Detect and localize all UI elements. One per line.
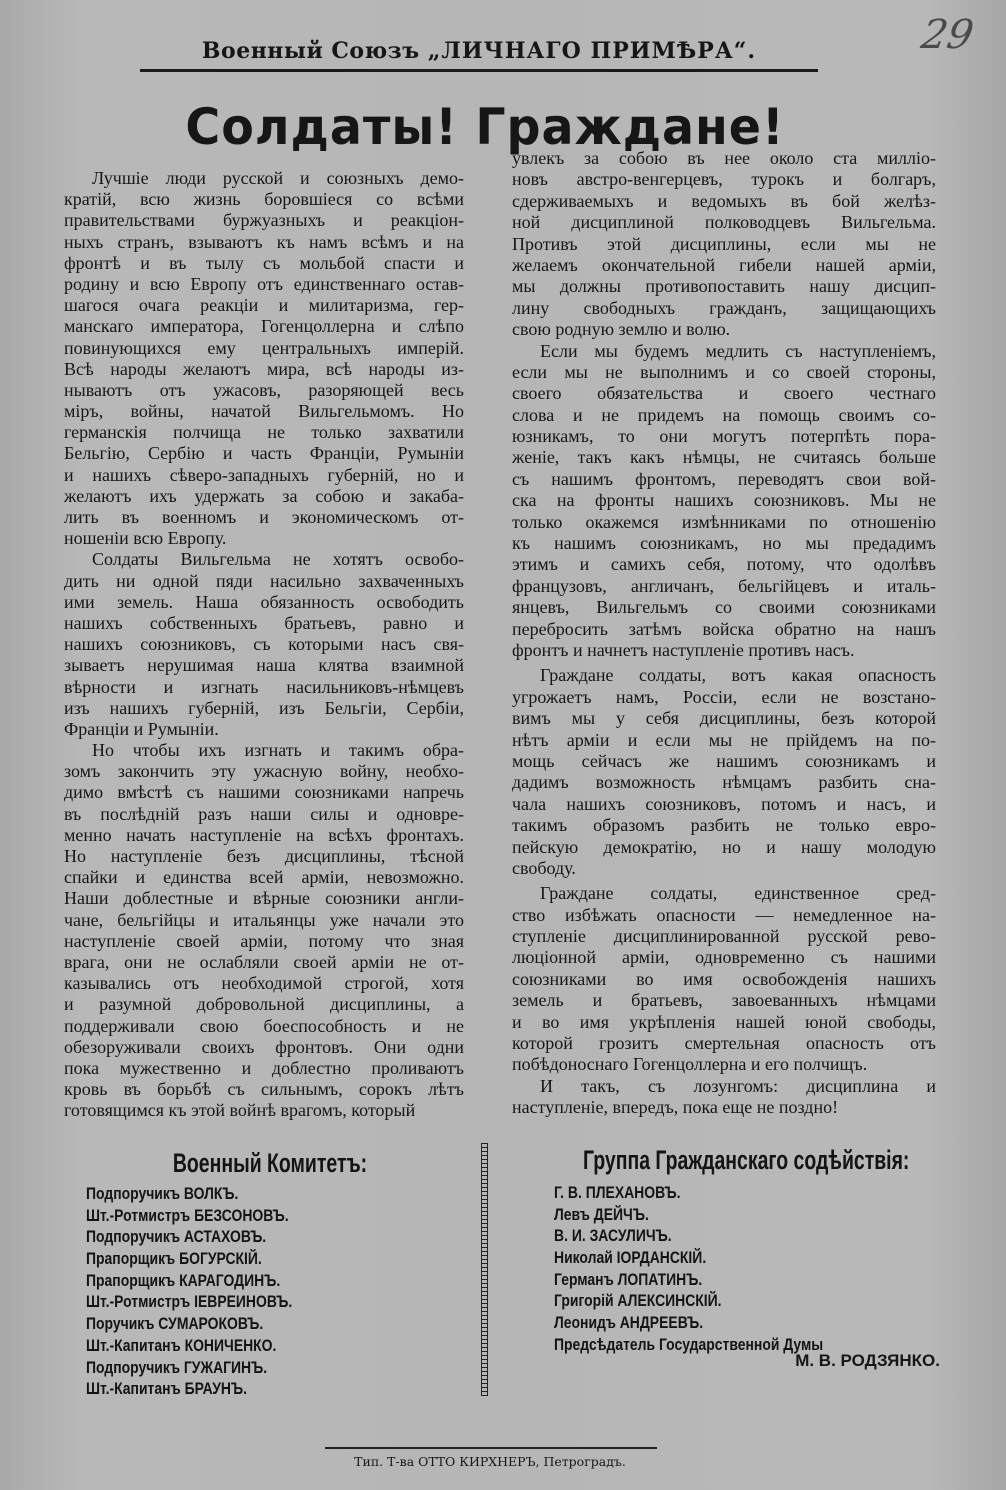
signatory-name: Шт.-Капитанъ БРАУНЪ. (86, 1379, 247, 1399)
text-line: лину свободныхъ гражданъ, защищающихъ (512, 297, 936, 318)
signatory-name: Шт.-Ротмистръ ІЕВРЕИНОВЪ. (86, 1292, 293, 1312)
signatory-name: Г. В. ПЛЕХАНОВЪ. (554, 1183, 681, 1202)
text-line: угрожаетъ намъ, Россіи, если не возстано- (512, 686, 936, 707)
text-line: мы должны противопоставить нашу дисцип- (512, 276, 936, 297)
text-line: съ нашимъ фронтомъ, переводятъ свои вой- (512, 468, 936, 489)
left-text-column (64, 168, 464, 1121)
text-line: ими земель. Наша обязанность освободить (64, 591, 464, 612)
text-line: нашихъ собственныхъ братьевъ, равно и (64, 612, 464, 633)
signatory-name: Григорій АЛЕКСИНСКІЙ. (554, 1291, 722, 1311)
text-line: пока мужественно и доблестно проливаютъ (64, 1057, 464, 1078)
text-line: правительствами буржуазныхъ и реакціон- (64, 210, 464, 231)
text-line: И такъ, съ лозунгомъ: дисциплина и (540, 1075, 936, 1096)
text-line: женіе, такъ какъ нѣмцы, не считаясь больше (512, 447, 936, 468)
text-line: въ послѣдній разъ наши силы и одновре- (64, 803, 464, 824)
text-line: дить ни одной пяди насильно захваченныхъ (64, 570, 464, 591)
text-line: нываютъ отъ ужасовъ, разоряющей весь (64, 379, 464, 400)
text-line: земель и братьевъ, завоеванныхъ нѣмцами (512, 990, 936, 1011)
text-line: янцевъ, Вильгельмъ со своими союзниками (512, 597, 936, 618)
military-committee-list (86, 1183, 337, 1400)
text-line: манскаго императора, Гогенцоллерна и слѣпо (64, 316, 464, 337)
signatory-name: Левъ ДЕЙЧЪ. (554, 1204, 649, 1224)
text-line: если мы не выполнимъ и со своей стороны, (512, 361, 936, 382)
signatory-name: Шт.-Капитанъ КОНИЧЕНКО. (86, 1335, 277, 1355)
footer-rule (325, 1447, 657, 1449)
signatory-name: Шт.-Ротмистръ БЕЗСОНОВЪ. (86, 1205, 289, 1225)
civic-group-heading: Группа Гражданскаго содѣйствія: (583, 1145, 910, 1175)
signatory-name: Леонидъ АНДРЕЕВЪ. (554, 1313, 704, 1333)
text-line: Франціи и Румыніи. (64, 718, 219, 739)
text-line: нашихъ союзниковъ, съ которыми насъ свя- (64, 634, 464, 655)
text-line: пейскую демократію, но и нашу молодую (512, 836, 936, 857)
text-line: перебросить затѣмъ войска обратно на нашъ (512, 618, 936, 639)
text-line: люціонной арміи, одновременно съ нашими (512, 947, 936, 968)
text-line: міръ, войны, начатой Вильгельмомъ. Но (64, 401, 464, 422)
text-line: мощь сейчасъ же нашимъ союзникамъ и (512, 750, 936, 771)
text-line: лить въ военномъ и экономическомъ от- (64, 507, 464, 527)
text-line: Наши доблестные и вѣрные союзники англи- (64, 888, 464, 909)
text-line: только окажемся измѣнниками по отношенію (512, 511, 936, 532)
text-line: Лучшіе люди русской и союзныхъ демо- (92, 168, 464, 188)
signatory-name: Предсѣдатель Государственной Думы (554, 1334, 824, 1354)
text-line: свою родную землю и волю. (512, 319, 731, 340)
text-line: готовящимся къ этой войнѣ врагомъ, который (64, 1100, 416, 1121)
signatory-name: Николай ІОРДАНСКІЙ. (554, 1248, 707, 1268)
text-line: вимъ мы у себя дисциплины, безъ которой (512, 708, 936, 729)
text-line: Граждане солдаты, единственное сред- (540, 883, 936, 904)
text-line: наступленіе своей арміи, потому что зная (64, 930, 464, 951)
right-text-column (512, 148, 936, 1119)
text-line: родину и всю Европу отъ единственнаго остав- (64, 273, 464, 294)
text-line: и разумной добровольной дисциплины, а (64, 994, 464, 1015)
text-line: Если мы будемъ медлить съ наступленіемъ, (540, 340, 936, 361)
text-line: къ нашимъ союзникамъ, но мы предадимъ (512, 533, 936, 554)
text-line: желаютъ ихъ удержать за собою и закаба- (64, 485, 464, 506)
text-line: союзниками во имя освобожденія нашихъ (512, 968, 936, 989)
text-line: такимъ образомъ разбить не только евро- (512, 815, 936, 836)
union-prefix: Военный Союзъ (201, 38, 428, 64)
text-line: юзникамъ, то они могутъ потерпѣть пора- (512, 426, 936, 447)
text-line: своего обязательства и своего честнаго (512, 383, 936, 404)
signatory-name: Германъ ЛОПАТИНЪ. (554, 1269, 703, 1289)
text-line: зомъ закончить эту ужасную войну, необхо- (64, 761, 464, 782)
signatory-name: Подпоручикъ ВОЛКЪ. (86, 1184, 239, 1203)
text-line: ство избѣжать опасности — немедленное на- (512, 904, 936, 925)
text-line: поддерживали свою боеспособность и не (64, 1015, 464, 1036)
handwritten-page-number: 29 (917, 12, 977, 58)
text-line: ска на фронты нашихъ союзниковъ. Мы не (512, 490, 936, 511)
text-line: врага, они не ослабляли своей арміи не от- (64, 951, 464, 972)
text-line: чала нашихъ союзниковъ, потомъ и насъ, и (512, 793, 936, 814)
text-line: этимъ и самихъ себя, потому, что одолѣвъ (512, 554, 936, 575)
printer-imprint: Тип. Т-ва ОТТО КИРХНЕРЪ, Петроградъ. (354, 1454, 626, 1469)
text-line: Всѣ народы желаютъ мира, всѣ народы из- (64, 358, 464, 379)
text-line: новъ австро-венгерцевъ, турокъ и болгаръ, (512, 169, 936, 190)
military-committee-heading: Военный Комитетъ: (172, 1148, 368, 1178)
text-line: увлекъ за собою въ нее около ста милліо- (512, 148, 936, 168)
page-title: Солдаты! Граждане! (185, 98, 785, 156)
civic-group-list (554, 1182, 882, 1356)
text-line: Граждане солдаты, вотъ какая опасность (540, 665, 936, 686)
text-line: спайки и единства всей арміи, невозможно. (64, 867, 464, 888)
text-line: германскія полчища не только захватили (64, 422, 464, 443)
signatory-name: Подпоручикъ АСТАХОВЪ. (86, 1227, 267, 1247)
text-line: фронтъ и начнетъ наступленіе противъ насъ. (512, 639, 855, 660)
text-line: зываетъ нерушимая наша клятва взаимной (64, 655, 464, 676)
text-line: казывались отъ необходимой строгой, хотя (64, 973, 464, 994)
text-line: менно начать наступленіе на всѣхъ фронтахъ. (64, 824, 464, 845)
text-line: обезоруживали своихъ фронтовъ. Они одни (64, 1036, 464, 1057)
text-line: Противъ этой дисциплины, если мы не (512, 233, 936, 254)
text-line: свободу. (512, 857, 576, 878)
text-line: Солдаты Вильгельма не хотятъ освобо- (92, 549, 464, 570)
text-line: ношеніи всю Европу. (64, 528, 227, 549)
signatory-name: Подпоручикъ ГУЖАГИНЪ. (86, 1357, 268, 1377)
text-line: шагося очага реакціи и милитаризма, гер- (64, 295, 464, 316)
text-line: ной дисциплиной полководцевъ Вильгельма. (512, 212, 936, 233)
text-line: желаемъ окончательной гибели нашей арміи, (512, 254, 936, 275)
text-line: дадимъ возможность нѣмцамъ разбить сна- (512, 772, 936, 793)
text-line: чане, бельгійцы и итальянцы уже начали это (64, 909, 464, 930)
column-divider (481, 1143, 488, 1396)
signatory-name: В. И. ЗАСУЛИЧЪ. (554, 1226, 672, 1246)
text-line: французовъ, англичанъ, бельгійцевъ и италь- (512, 575, 936, 596)
signatory-rodzianko: М. В. РОДЗЯНКО. (795, 1351, 940, 1370)
text-line: Но наступленіе безъ дисциплины, тѣсной (64, 846, 464, 866)
text-line: и нашихъ сѣверо-западныхъ губерній, но и (64, 464, 464, 485)
union-heading (140, 38, 818, 64)
text-line: сдерживаемыхъ и ведомыхъ въ бой желѣз- (512, 190, 936, 211)
text-line: и во имя укрѣпленія нашей юной свободы, (512, 1011, 936, 1032)
signatory-name: Прапорщикъ БОГУРСКІЙ. (86, 1249, 262, 1269)
signatory-name: Поручикъ СУМАРОКОВЪ. (86, 1314, 264, 1334)
text-line: фронтѣ и въ тылу съ мольбой спасти и (64, 252, 464, 273)
text-line: ныхъ странъ, взываютъ къ намъ всѣмъ и на (64, 231, 464, 252)
text-line: ступленіе дисциплинированной русской рево- (512, 926, 936, 947)
text-line: которой грозитъ смертельная опасность отъ (512, 1033, 936, 1054)
text-line: кровь въ борьбѣ съ сильнымъ, сорокъ лѣтъ (64, 1079, 464, 1100)
text-line: кратій, всю жизнь боровшіеся со всѣми (64, 189, 464, 210)
text-line: побѣдоноснаго Гогенцоллерна и его полчищъ. (512, 1054, 868, 1075)
text-line: Бельгію, Сербію и часть Франціи, Румыніи (64, 443, 464, 464)
text-line: наступленіе, впередъ, пока еще не поздно! (512, 1097, 839, 1118)
text-line: вѣрности и изгнать насильниковъ-нѣмцевъ (64, 676, 464, 697)
signatory-name: Прапорщикъ КАРАГОДИНЪ. (86, 1270, 281, 1290)
heading-rule (140, 69, 818, 72)
text-line: Но чтобы ихъ изгнать и такимъ обра- (92, 740, 464, 761)
text-line: повинующихся ему центральныхъ имперій. (64, 337, 464, 358)
text-line: слова и не придемъ на помощь своимъ со- (512, 404, 936, 425)
text-line: димо вмѣстѣ съ нашими союзниками напречь (64, 782, 464, 803)
union-name: „ЛИЧНАГО ПРИМѢРА“. (427, 38, 757, 64)
text-line: изъ нашихъ губерній, изъ Бельгіи, Сербіи, (64, 697, 464, 718)
text-line: нѣтъ арміи и если мы не прійдемъ на по- (512, 729, 936, 750)
